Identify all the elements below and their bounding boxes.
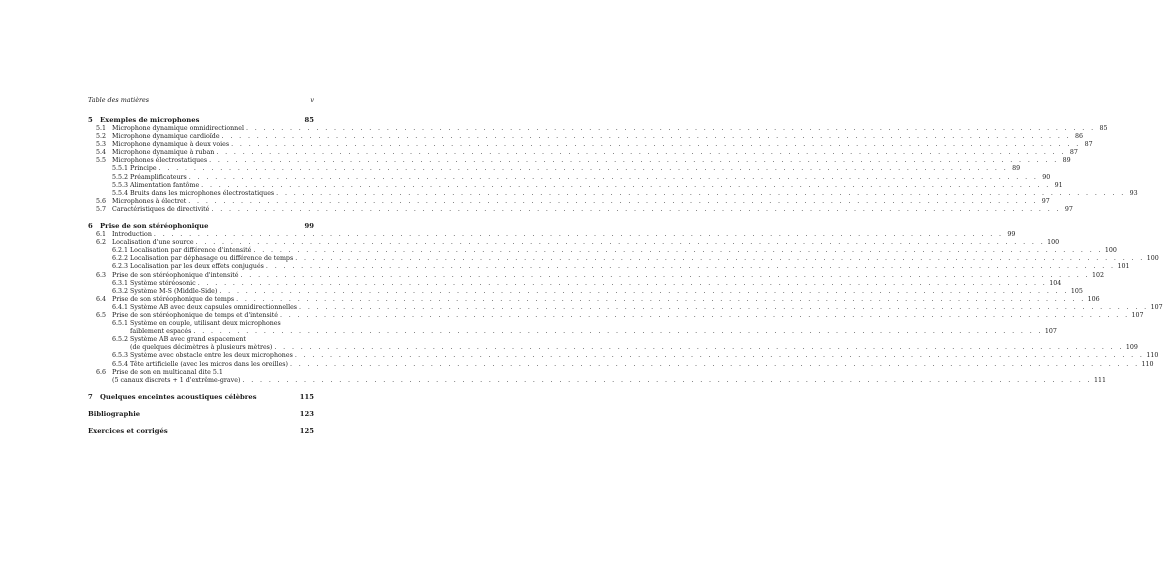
chapter-number: 7 (88, 392, 93, 401)
entry-title: Localisation par différence d'intensité (130, 247, 252, 255)
entry-title: Système M-S (Middle-Side) (130, 287, 218, 295)
leader-dots (231, 141, 1081, 149)
entry-number: 6.6 (96, 368, 107, 376)
chapter-title: Exercices et corrigés (88, 426, 168, 435)
chapter-page: 115 (299, 392, 314, 401)
entry-number: 6.5 (96, 311, 107, 319)
entry-page: 101 (1117, 263, 1130, 271)
chapter-page: 125 (299, 426, 314, 435)
entry-title: Préamplificateurs (130, 173, 187, 181)
running-header (88, 96, 314, 104)
toc-entry-5-5-4[interactable] (88, 189, 1138, 198)
leader-dots (154, 231, 1004, 239)
entry-title: Microphone dynamique à deux voies (112, 141, 230, 149)
entry-title: Microphone dynamique omnidirectionnel (112, 125, 244, 132)
entry-title: Tête artificielle (avec les micros dans les oreilles) (130, 360, 288, 368)
entry-page: 107 (1131, 311, 1144, 319)
entry-title: Prise de son stéréophonique de temps (112, 295, 235, 303)
entry-number: 6.5.4 (112, 360, 129, 368)
entry-page: 102 (1092, 271, 1105, 279)
chapter-title: Bibliographie (88, 409, 141, 418)
entry-number: 6.4 (96, 295, 107, 303)
entry-number: 5.7 (96, 205, 107, 213)
toc-entry-5-4[interactable] (88, 149, 1078, 157)
entry-number: 5.5.2 (112, 173, 129, 181)
leader-dots (295, 352, 1145, 360)
leader-dots (193, 328, 1043, 336)
toc-entry-6-1[interactable] (88, 231, 1016, 239)
chapter-page: 85 (304, 116, 314, 124)
leader-dots (246, 125, 1096, 133)
leader-dots (189, 174, 1039, 182)
header-title: Table des matières (88, 96, 150, 104)
entry-page: 100 (1146, 255, 1159, 263)
leader-dots (198, 280, 1048, 288)
entry-page: 110 (1146, 352, 1159, 360)
entry-title: Microphone dynamique cardioïde (112, 133, 220, 141)
leader-dots (280, 312, 1130, 320)
entry-title-cont: faiblement espacés (130, 328, 192, 336)
entry-number: 5.5 (96, 157, 107, 165)
entry-title: Microphone dynamique à ruban (112, 149, 215, 157)
entry-title: Microphones électrostatiques (112, 157, 208, 165)
toc-entry-6-2[interactable] (88, 239, 1060, 247)
entry-title: Système AB avec deux capsules omnidirectionnelles (130, 303, 298, 311)
entry-title: Système AB avec grand espacement (130, 336, 246, 344)
toc-entry-6-5-3[interactable] (88, 352, 1159, 360)
entry-title: Prise de son en multicanal dite 5.1 (112, 368, 223, 376)
toc-entry-5-2[interactable] (88, 133, 1084, 141)
leader-dots (295, 255, 1145, 263)
chapter-number: 5 (88, 116, 93, 124)
entry-number: 5.5.3 (112, 181, 129, 189)
toc-entry-5-3[interactable] (88, 141, 1093, 149)
leader-dots (242, 377, 1092, 385)
leader-dots (219, 288, 1069, 296)
entry-number: 5.4 (96, 149, 107, 157)
entry-number: 6.3.1 (112, 279, 129, 287)
entry-number: 5.3 (96, 141, 107, 149)
leader-dots (211, 206, 1061, 214)
entry-title: Principe (130, 165, 157, 173)
chapter-title: Exemples de microphones (100, 116, 200, 124)
entry-title-cont: (de quelques décimètres à plusieurs mètres) (130, 344, 273, 352)
toc-entry-6-5-2[interactable] (88, 336, 314, 344)
page-number: v (310, 96, 314, 104)
entry-number: 6.5.3 (112, 352, 129, 360)
entry-page: 85 (1099, 125, 1108, 132)
toc-entry-5-5-1[interactable] (88, 165, 1021, 173)
entry-page: 97 (1064, 205, 1073, 213)
toc-entry-5-5-3[interactable] (88, 181, 1063, 190)
leader-dots (276, 190, 1126, 198)
entry-number: 6.3 (96, 271, 107, 279)
entry-title: Prise de son stéréophonique d'intensité (112, 271, 239, 279)
entry-page: 87 (1069, 149, 1078, 157)
entry-title: Localisation d'une source (112, 239, 194, 247)
entry-page: 105 (1070, 287, 1083, 295)
entry-number: 6.3.2 (112, 287, 129, 295)
toc-entry-6-3-1[interactable] (88, 279, 1062, 288)
toc-chapter-6[interactable] (88, 222, 314, 231)
entry-number: 6.5.2 (112, 336, 129, 344)
entry-number: 6.2.2 (112, 255, 129, 263)
entry-number: 5.1 (96, 125, 107, 132)
entry-page: 107 (1044, 328, 1057, 336)
entry-number: 6.2.1 (112, 247, 129, 255)
entry-page: 93 (1129, 189, 1138, 197)
chapter-title: Quelques enceintes acoustiques célèbres (100, 392, 257, 401)
leader-dots (188, 198, 1038, 206)
leader-dots (201, 182, 1051, 190)
entry-page: 104 (1049, 279, 1062, 287)
toc-entry-6-5-4[interactable] (88, 360, 1154, 369)
entry-page: 110 (1141, 360, 1154, 368)
toc-chapter-5[interactable] (88, 116, 314, 125)
entry-title: Système stéréosonic (130, 279, 196, 287)
entry-title: Localisation par déphasage ou différence de temps (130, 255, 294, 263)
toc-entry-6-6-cont[interactable] (88, 376, 1106, 385)
leader-dots (253, 247, 1103, 255)
chapter-5-entries (88, 125, 1138, 214)
toc-entry-6-2-3[interactable] (88, 263, 1130, 271)
leader-dots (209, 157, 1059, 165)
toc-entry-5-5[interactable] (88, 157, 1071, 165)
toc-entry-6-4-1[interactable] (88, 303, 1163, 312)
toc-entry-5-6[interactable] (88, 197, 1050, 206)
entry-page: 86 (1075, 133, 1084, 141)
entry-number: 5.5.4 (112, 189, 129, 197)
entry-title: Système avec obstacle entre les deux microphones (130, 352, 293, 360)
toc-entry-6-2-2[interactable] (88, 255, 1159, 263)
entry-number: 6.2.3 (112, 263, 129, 271)
entry-number: 5.2 (96, 133, 107, 141)
leader-dots (240, 272, 1090, 280)
toc-entry-6-5[interactable] (88, 311, 1144, 320)
leader-dots (274, 344, 1124, 352)
entry-title: Localisation par les deux effets conjugués (130, 263, 264, 271)
chapter-page: 123 (299, 409, 314, 418)
leader-dots (222, 133, 1072, 141)
entry-page: 89 (1012, 165, 1021, 173)
leader-dots (216, 149, 1066, 157)
entry-title: Microphones à électret (112, 197, 187, 205)
toc-entry-6-5-2-cont[interactable] (88, 344, 1138, 352)
entry-page: 99 (1007, 231, 1016, 239)
toc-page (88, 96, 1163, 436)
entry-page: 100 (1047, 239, 1060, 247)
leader-dots (236, 296, 1086, 304)
entry-number: 6.5.1 (112, 320, 129, 328)
toc-entry-6-3-2[interactable] (88, 287, 1083, 296)
entry-title: Prise de son stéréophonique de temps et d'intensité (112, 311, 278, 319)
entry-title-cont: (5 canaux discrets + 1 d'extrême-grave) (112, 376, 241, 384)
entry-title: Bruits dans les microphones électrostatiques (130, 189, 275, 197)
chapter-number: 6 (88, 222, 93, 231)
toc-entry-6-2-1[interactable] (88, 247, 1117, 255)
entry-page: 97 (1041, 197, 1050, 205)
toc-entry-5-1[interactable] (88, 125, 1108, 133)
leader-dots (299, 304, 1149, 312)
toc-entry-6-5-1-cont[interactable] (88, 328, 1057, 336)
entry-page: 89 (1062, 157, 1071, 165)
entry-page: 107 (1150, 303, 1163, 311)
toc-entry-6-3[interactable] (88, 271, 1105, 280)
entry-title: Introduction (112, 231, 152, 239)
entry-page: 109 (1125, 344, 1138, 352)
toc-entry-6-5-1[interactable] (88, 320, 314, 328)
table-of-contents (88, 116, 1163, 436)
toc-entry-6-4[interactable] (88, 295, 1100, 304)
entry-page: 90 (1042, 173, 1051, 181)
entry-number: 6.4.1 (112, 303, 129, 311)
entry-title: Alimentation fantôme (130, 181, 200, 189)
toc-bibliography[interactable] (88, 410, 314, 419)
leader-dots (266, 263, 1116, 271)
entry-page: 91 (1054, 181, 1063, 189)
leader-dots (196, 239, 1046, 247)
entry-page: 111 (1093, 376, 1106, 384)
entry-number: 6.2 (96, 239, 107, 247)
entry-title: Système en couple, utilisant deux microphones (130, 320, 281, 328)
entry-number: 6.1 (96, 231, 107, 239)
entry-page: 87 (1084, 141, 1093, 149)
toc-entry-6-6[interactable] (88, 369, 314, 377)
leader-dots (290, 361, 1140, 369)
entry-page: 106 (1087, 295, 1100, 303)
toc-entry-5-5-2[interactable] (88, 173, 1051, 182)
toc-exercises[interactable] (88, 427, 314, 436)
toc-entry-5-7[interactable] (88, 205, 1073, 214)
toc-chapter-7[interactable] (88, 393, 314, 402)
entry-number: 5.6 (96, 197, 107, 205)
chapter-6-entries (88, 231, 1163, 320)
chapter-page: 99 (304, 222, 314, 231)
entry-title: Caractéristiques de directivité (112, 205, 210, 213)
chapter-title: Prise de son stéréophonique (100, 222, 209, 231)
entry-page: 100 (1104, 247, 1117, 255)
leader-dots (159, 165, 1009, 173)
entry-number: 5.5.1 (112, 165, 129, 173)
